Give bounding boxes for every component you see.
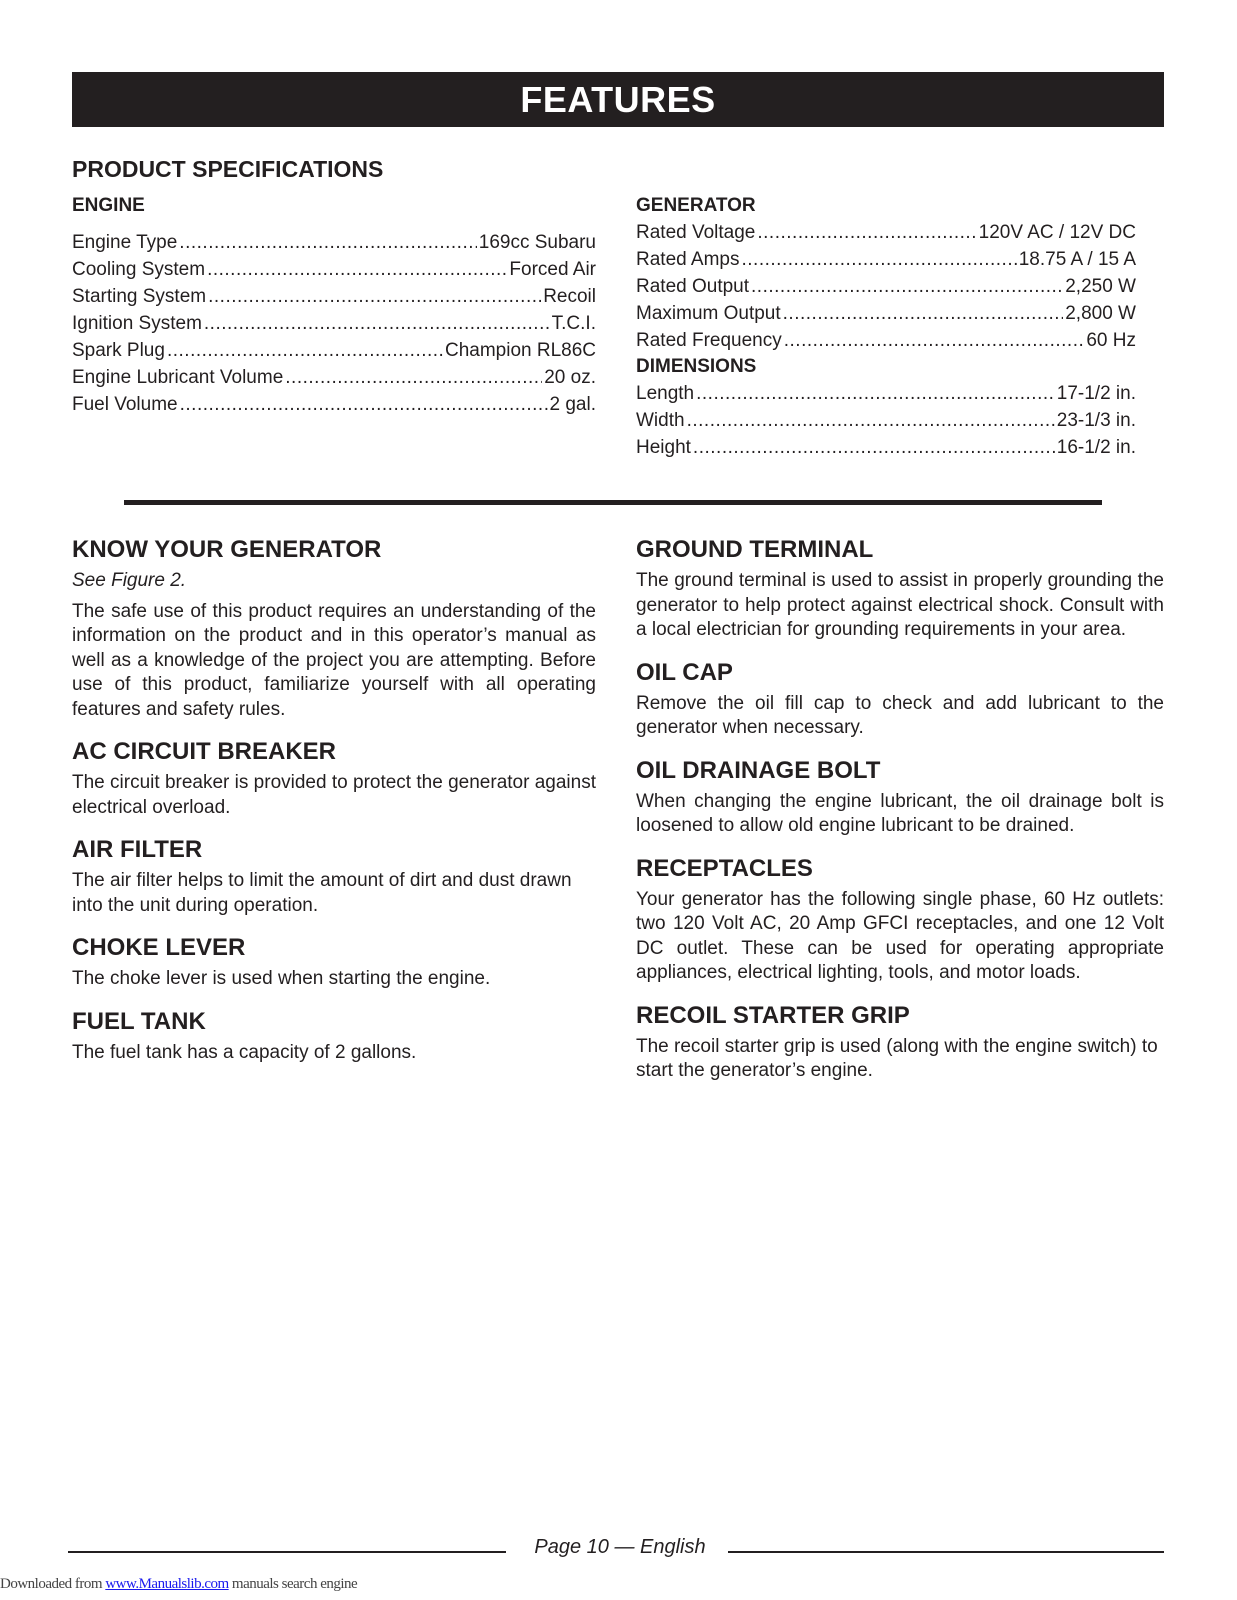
generator-heading: GENERATOR [636, 195, 756, 216]
spec-row [636, 327, 1136, 354]
spec-label: Engine Type [72, 232, 178, 253]
spec-label: Ignition System [72, 313, 202, 334]
spec-label: Cooling System [72, 259, 206, 280]
dot-leader [180, 391, 548, 418]
choke-lever-section [72, 933, 596, 992]
dot-leader [693, 434, 1055, 461]
spec-label: Spark Plug [72, 340, 165, 361]
fuel-tank-heading: FUEL TANK [72, 1007, 206, 1035]
engine-heading: ENGINE [72, 195, 145, 216]
spec-label: Rated Frequency [636, 330, 782, 351]
spec-row [72, 256, 596, 283]
know-your-generator-text: The safe use of this product requires an understanding of the information on the product and in this operator’s manual as well as a knowledge of the project you are attempting. Before use of this product, familiarize yourself with all operating features and safety rules. [72, 600, 596, 720]
manualslib-link[interactable]: www.Manualslib.com [105, 1576, 229, 1592]
engine-spec-list [72, 229, 596, 418]
ac-circuit-breaker-section [72, 737, 596, 820]
dot-leader [751, 273, 1063, 300]
spec-label: Rated Amps [636, 249, 740, 270]
know-your-generator-section [72, 535, 596, 722]
dot-leader [167, 337, 443, 364]
download-suffix: manuals search engine [228, 1576, 358, 1592]
spec-row [72, 229, 596, 256]
spec-label: Width [636, 410, 685, 431]
ground-terminal-section [636, 535, 1164, 643]
left-sections [72, 535, 596, 1080]
generator-spec-list [636, 219, 1136, 354]
spec-value: Forced Air [509, 259, 596, 280]
generator-specs [636, 193, 1136, 461]
spec-label: Maximum Output [636, 303, 781, 324]
dot-leader [757, 219, 976, 246]
figure-reference: See Figure 2. [72, 570, 187, 591]
recoil-starter-grip-section [636, 1001, 1164, 1084]
product-specifications-heading: PRODUCT SPECIFICATIONS [72, 156, 384, 182]
download-attribution [0, 1576, 357, 1593]
air-filter-section [72, 835, 596, 918]
spec-value: 23-1/3 in. [1056, 410, 1136, 431]
ground-terminal-heading: GROUND TERMINAL [636, 536, 874, 563]
right-sections [636, 535, 1164, 1099]
air-filter-text: The air filter helps to limit the amount of dirt and dust drawn into the unit during operation. [72, 870, 572, 916]
spec-row [636, 407, 1136, 434]
spec-value: T.C.I. [551, 313, 596, 334]
receptacles-section [636, 854, 1164, 986]
oil-cap-text: Remove the oil fill cap to check and add lubricant to the generator when necessary. [636, 692, 1164, 738]
spec-row [636, 300, 1136, 327]
receptacles-text: Your generator has the following single phase, 60 Hz outlets: two 120 Volt AC, 20 Amp GFCI receptacles, and one 12 Volt DC outlet. These can be used for operating appropriate appliances, electrical lighting, tools, and motor loads. [636, 888, 1164, 983]
ground-terminal-text: The ground terminal is used to assist in properly grounding the generator to help protect against electrical shock. Consult with a local electrician for grounding requirements in your area. [636, 570, 1164, 640]
footer-rule-right [728, 1551, 1164, 1553]
fuel-tank-section [72, 1007, 596, 1066]
choke-lever-heading: CHOKE LEVER [72, 934, 246, 961]
spec-value: 120V AC / 12V DC [978, 222, 1136, 243]
spec-label: Starting System [72, 286, 207, 307]
spec-value: 17-1/2 in. [1056, 383, 1136, 404]
oil-drainage-bolt-section [636, 756, 1164, 839]
spec-row [636, 273, 1136, 300]
spec-row [636, 246, 1136, 273]
fuel-tank-text: The fuel tank has a capacity of 2 gallons. [72, 1041, 417, 1063]
dimensions-heading: DIMENSIONS [636, 356, 757, 377]
ac-circuit-breaker-text: The circuit breaker is provided to protect the generator against electrical overload. [72, 772, 596, 818]
dot-leader [208, 283, 541, 310]
features-banner: FEATURES [72, 72, 1164, 127]
spec-value: 16-1/2 in. [1056, 437, 1136, 458]
spec-value: Champion RL86C [444, 340, 596, 361]
download-prefix: Downloaded from [0, 1576, 106, 1592]
dimensions-spec-list [636, 380, 1136, 461]
choke-lever-text: The choke lever is used when starting the engine. [72, 968, 491, 989]
oil-cap-heading: OIL CAP [636, 658, 733, 686]
spec-row [636, 434, 1136, 461]
spec-value: 60 Hz [1086, 330, 1136, 351]
spec-row [636, 219, 1136, 246]
spec-value: 2,250 W [1065, 276, 1136, 297]
dot-leader [179, 229, 476, 256]
ac-circuit-breaker-heading: AC CIRCUIT BREAKER [72, 738, 336, 765]
spec-value: 169cc Subaru [478, 232, 596, 253]
spec-value: Recoil [543, 286, 596, 307]
know-your-generator-heading: KNOW YOUR GENERATOR [72, 536, 382, 563]
oil-cap-section [636, 658, 1164, 741]
spec-row [72, 310, 596, 337]
spec-row [72, 391, 596, 418]
spec-value: 2 gal. [549, 394, 596, 415]
oil-drainage-bolt-text: When changing the engine lubricant, the oil drainage bolt is loosened to allow old engine lubricant to be drained. [636, 790, 1164, 836]
spec-label: Fuel Volume [72, 394, 178, 415]
spec-label: Engine Lubricant Volume [72, 367, 284, 388]
oil-drainage-bolt-heading: OIL DRAINAGE BOLT [636, 756, 881, 784]
footer-rule-left [68, 1551, 506, 1553]
dot-leader [207, 256, 507, 283]
spec-row [72, 283, 596, 310]
spec-value: 18.75 A / 15 A [1018, 249, 1136, 270]
spec-row [72, 337, 596, 364]
spec-label: Length [636, 383, 695, 404]
spec-row [636, 380, 1136, 407]
dot-leader [204, 310, 550, 337]
spec-value: 20 oz. [544, 367, 596, 388]
dot-leader [687, 407, 1055, 434]
air-filter-heading: AIR FILTER [72, 836, 203, 863]
recoil-starter-grip-heading: RECOIL STARTER GRIP [636, 1001, 910, 1029]
spec-row [72, 364, 596, 391]
dot-leader [696, 380, 1055, 407]
spec-value: 2,800 W [1065, 303, 1136, 324]
dot-leader [742, 246, 1017, 273]
section-divider [124, 500, 1102, 505]
spec-label: Rated Voltage [636, 222, 756, 243]
spec-label: Height [636, 437, 691, 458]
dot-leader [285, 364, 542, 391]
recoil-starter-grip-text: The recoil starter grip is used (along with the engine switch) to start the generator’s engine. [636, 1035, 1158, 1081]
dot-leader [784, 327, 1085, 354]
receptacles-heading: RECEPTACLES [636, 854, 813, 882]
dot-leader [783, 300, 1064, 327]
spec-label: Rated Output [636, 276, 750, 297]
engine-specs [72, 193, 596, 418]
page-number: Page 10 — English [534, 1536, 706, 1558]
